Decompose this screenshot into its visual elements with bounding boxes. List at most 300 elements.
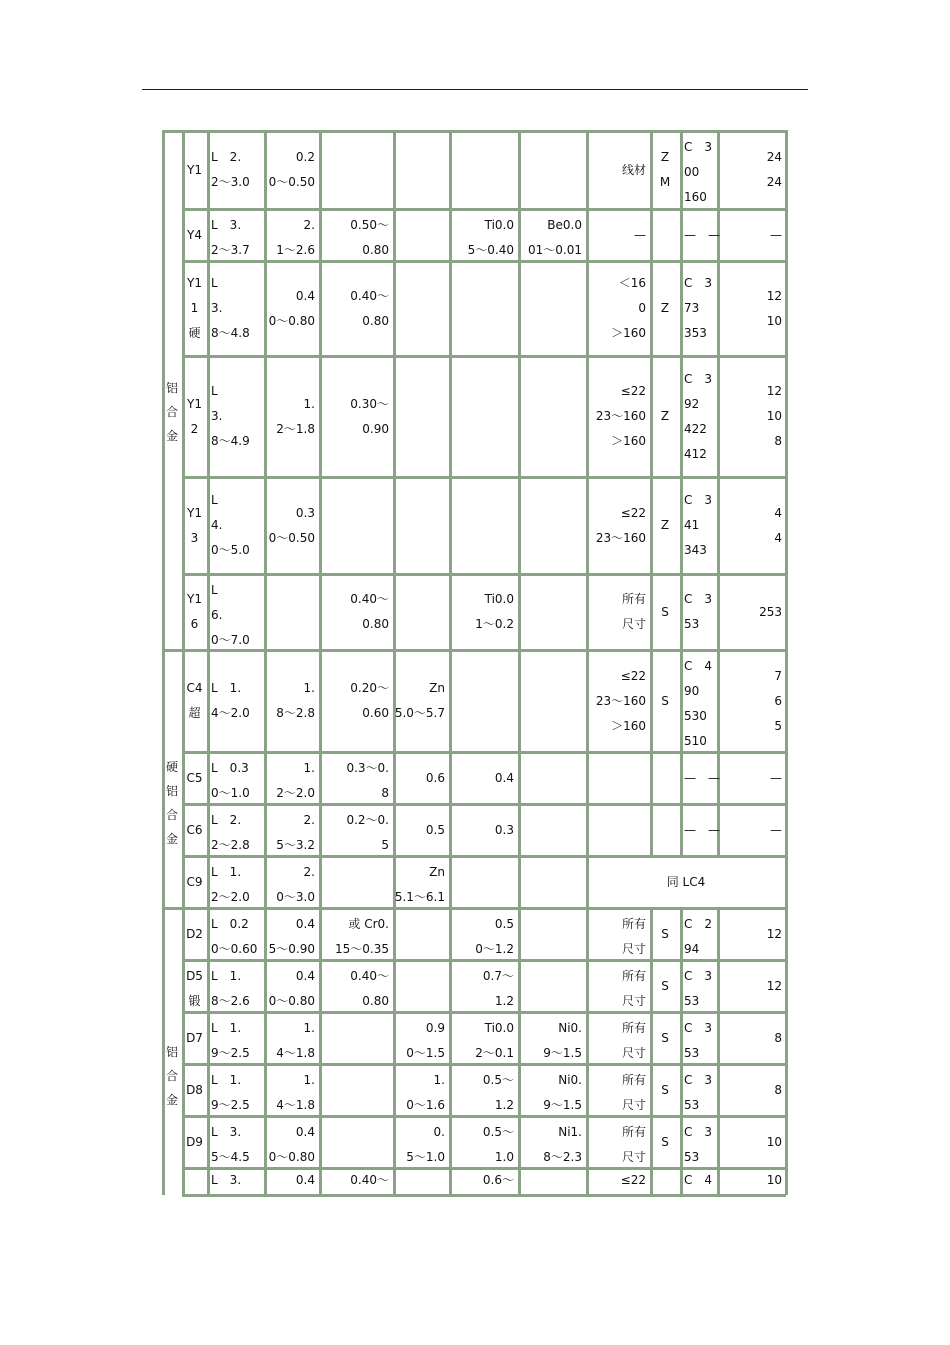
column-rule xyxy=(319,650,322,752)
cell-text-d9-c6: 1.0 xyxy=(494,1150,514,1164)
cell-text-d7-c3: 4～1.8 xyxy=(276,1046,315,1060)
cell-text-y12-c4: 0.90 xyxy=(362,421,389,436)
column-rule xyxy=(264,1116,267,1168)
cell-text-c5-c4: 8 xyxy=(381,786,389,800)
cell-text-d7-c11: 8 xyxy=(774,1030,782,1045)
cell-text-c4-c10: C 4 xyxy=(684,659,713,673)
cell-text-d2-c2: 0～0.60 xyxy=(211,942,258,956)
column-rule xyxy=(393,1168,396,1195)
column-rule xyxy=(680,209,683,261)
cell-text-c9-c5: Zn xyxy=(429,865,445,879)
column-rule xyxy=(586,477,589,574)
cell-text-c4-c5: Zn xyxy=(429,681,445,695)
column-rule xyxy=(518,856,521,908)
column-rule xyxy=(449,574,452,650)
cell-text-d7-c10: 53 xyxy=(684,1046,700,1060)
cell-text-d7-c5: 0～1.5 xyxy=(406,1046,445,1060)
group-label-char: 金 xyxy=(165,1093,178,1107)
cell-text-y1-c3: 0.2 xyxy=(295,150,315,164)
cell-text-d8-c5: 0～1.6 xyxy=(406,1098,445,1112)
column-rule xyxy=(586,574,589,650)
row-rule xyxy=(182,855,786,858)
cell-text-y13-c3: 0.3 xyxy=(295,505,315,520)
row-rule xyxy=(182,959,786,962)
cell-text-d9-c3: 0.4 xyxy=(295,1125,315,1139)
cell-text-c4-c11: 5 xyxy=(774,718,782,733)
column-rule xyxy=(393,650,396,752)
column-rule xyxy=(207,261,210,356)
column-rule xyxy=(680,574,683,650)
group-label-char: 硬 xyxy=(165,760,178,774)
cell-text-d7-c6: Ti0.0 xyxy=(484,1021,514,1035)
cell-text-y16-c8: 所有 xyxy=(621,592,646,606)
cell-text-y11-c11: 12 xyxy=(766,288,782,303)
column-rule xyxy=(449,477,452,574)
column-rule xyxy=(393,804,396,856)
cell-text-d7-c2: L 1. xyxy=(211,1021,242,1035)
cell-text-d5-c9: S xyxy=(661,978,669,993)
cell-text-d5-c2: L 1. xyxy=(211,969,242,983)
column-rule xyxy=(207,131,210,209)
column-rule xyxy=(319,752,322,804)
cell-text-y13-c1: Y1 xyxy=(187,505,202,520)
cell-text-y1-c2: L 2. xyxy=(211,150,242,164)
cell-text-y12-c10: 412 xyxy=(684,446,707,461)
cell-text-y1-c11: 24 xyxy=(766,150,782,164)
cell-text-d9-c11: 10 xyxy=(766,1134,782,1149)
cell-text-c4-c1: C4 xyxy=(186,681,203,695)
cell-text-y16-c9: S xyxy=(661,604,669,619)
cell-text-d10-c4: 0.40～ xyxy=(350,1173,389,1187)
column-rule xyxy=(680,960,683,1012)
cell-text-c9-c2: 2～2.0 xyxy=(211,890,250,904)
row-rule xyxy=(182,1011,786,1014)
column-rule xyxy=(650,209,653,261)
column-rule xyxy=(717,1116,720,1168)
cell-text-c9-c1: C9 xyxy=(186,874,203,889)
column-rule xyxy=(319,209,322,261)
cell-text-y16-c2: L xyxy=(211,583,218,597)
cell-text-y11-c2: 8～4.8 xyxy=(211,326,250,340)
column-rule xyxy=(393,1064,396,1116)
cell-text-c5-c3: 1. xyxy=(303,761,315,775)
cell-text-c9-c3: 2. xyxy=(303,865,315,879)
column-rule xyxy=(207,1116,210,1168)
column-rule xyxy=(319,131,322,209)
column-rule xyxy=(586,356,589,477)
cell-text-d5-c8: 尺寸 xyxy=(621,994,646,1008)
column-rule xyxy=(586,752,589,804)
cell-text-d8-c8: 所有 xyxy=(621,1073,646,1087)
column-rule xyxy=(319,1168,322,1195)
cell-text-y12-c10: 92 xyxy=(684,396,700,411)
cell-text-c5-c10: — — xyxy=(684,770,721,785)
cell-text-y12-c11: 10 xyxy=(766,409,782,423)
column-rule xyxy=(264,356,267,477)
cell-text-y4-c10: — — xyxy=(684,227,721,242)
cell-text-d8-c2: 9～2.5 xyxy=(211,1098,250,1112)
column-rule xyxy=(650,131,653,209)
column-rule xyxy=(586,131,589,209)
column-rule xyxy=(319,1064,322,1116)
cell-text-d8-c10: 53 xyxy=(684,1098,700,1112)
column-rule xyxy=(207,1012,210,1064)
column-rule xyxy=(586,650,589,752)
table-border-right xyxy=(785,131,788,1195)
cell-text-d7-c8: 所有 xyxy=(621,1021,646,1035)
column-rule xyxy=(680,356,683,477)
cell-text-d7-c1: D7 xyxy=(186,1030,203,1045)
cell-text-y11-c10: 73 xyxy=(684,301,700,315)
column-rule xyxy=(449,650,452,752)
column-rule xyxy=(264,1012,267,1064)
cell-text-y11-c2: L xyxy=(211,276,218,290)
cell-text-y4-c3: 1～2.6 xyxy=(276,243,315,257)
cell-text-y16-c10: 53 xyxy=(684,617,700,631)
cell-text-c4-c2: 4～2.0 xyxy=(211,706,250,720)
cell-text-d9-c7: Ni1. xyxy=(558,1125,582,1139)
column-rule xyxy=(264,1168,267,1195)
column-rule xyxy=(680,1012,683,1064)
group-label-char: 金 xyxy=(165,429,178,443)
column-rule xyxy=(680,131,683,209)
cell-text-c4-c11: 7 xyxy=(774,668,782,683)
cell-text-y12-c3: 1. xyxy=(303,396,315,411)
cell-text-d7-c7: Ni0. xyxy=(558,1021,582,1035)
row-rule xyxy=(182,573,786,576)
cell-text-d9-c2: 5～4.5 xyxy=(211,1150,250,1164)
column-rule xyxy=(182,574,185,650)
cell-text-c4-c1: 超 xyxy=(188,706,201,720)
column-rule xyxy=(518,650,521,752)
column-rule xyxy=(680,804,683,856)
group-label-char: 铝 xyxy=(165,381,178,395)
column-rule xyxy=(586,209,589,261)
cell-text-y11-c1: 硬 xyxy=(188,326,201,340)
row-rule xyxy=(182,355,786,358)
column-rule xyxy=(518,960,521,1012)
column-rule xyxy=(717,131,720,209)
cell-text-y11-c1: 1 xyxy=(190,301,199,315)
cell-text-y12-c4: 0.30～ xyxy=(350,396,389,411)
column-rule xyxy=(182,356,185,477)
column-rule xyxy=(207,804,210,856)
cell-text-y11-c8: ＞160 xyxy=(611,326,646,340)
cell-text-y1-c11: 24 xyxy=(766,175,782,189)
cell-text-y13-c11: 4 xyxy=(774,505,782,520)
cell-text-c4-c11: 6 xyxy=(774,693,782,708)
cell-text-y1-c2: 2～3.0 xyxy=(211,175,250,189)
cell-text-d7-c10: C 3 xyxy=(684,1021,713,1035)
column-rule xyxy=(717,1064,720,1116)
column-rule xyxy=(393,1116,396,1168)
cell-text-d9-c10: C 3 xyxy=(684,1125,713,1139)
cell-text-c5-c2: L 0.3 xyxy=(211,761,249,775)
column-rule xyxy=(518,209,521,261)
column-rule xyxy=(182,650,185,752)
column-rule xyxy=(319,960,322,1012)
column-rule xyxy=(319,477,322,574)
cell-text-c4-c10: 90 xyxy=(684,684,700,698)
group-label-char: 铝 xyxy=(165,784,178,798)
column-rule xyxy=(518,131,521,209)
cell-text-c4-c2: L 1. xyxy=(211,681,242,695)
cell-text-y11-c8: ＜16 xyxy=(618,276,646,290)
column-rule xyxy=(393,1012,396,1064)
column-rule xyxy=(680,908,683,960)
group-label-char: 合 xyxy=(165,808,178,822)
column-rule xyxy=(586,960,589,1012)
cell-text-c5-c11: — xyxy=(770,770,782,785)
cell-text-c4-c3: 8～2.8 xyxy=(276,706,315,720)
cell-text-y4-c7: 01～0.01 xyxy=(528,243,582,257)
cell-text-y16-c6: 1～0.2 xyxy=(475,617,514,631)
column-rule xyxy=(518,1064,521,1116)
column-rule xyxy=(393,356,396,477)
column-rule xyxy=(586,1064,589,1116)
column-rule xyxy=(586,1012,589,1064)
column-rule xyxy=(717,650,720,752)
column-rule xyxy=(717,356,720,477)
cell-text-y12-c10: 422 xyxy=(684,421,707,436)
column-rule xyxy=(264,650,267,752)
cell-text-y16-c8: 尺寸 xyxy=(621,617,646,631)
cell-text-y4-c4: 0.50～ xyxy=(350,218,389,232)
column-rule xyxy=(680,1064,683,1116)
cell-text-c6-c1: C6 xyxy=(186,822,203,837)
cell-text-y11-c3: 0～0.80 xyxy=(268,313,315,328)
column-rule xyxy=(207,856,210,908)
cell-text-y13-c10: 343 xyxy=(684,543,707,557)
column-rule xyxy=(586,1116,589,1168)
column-rule xyxy=(207,752,210,804)
column-rule xyxy=(717,477,720,574)
cell-text-d8-c2: L 1. xyxy=(211,1073,242,1087)
cell-text-d2-c4: 或 Cr0. xyxy=(348,917,389,931)
column-rule xyxy=(449,908,452,960)
column-rule xyxy=(264,752,267,804)
cell-text-d5-c8: 所有 xyxy=(621,969,646,983)
cell-text-y13-c2: L xyxy=(211,493,218,507)
column-rule xyxy=(393,574,396,650)
row-rule xyxy=(182,130,786,133)
cell-text-c5-c2: 0～1.0 xyxy=(211,786,250,800)
cell-text-y12-c1: Y1 xyxy=(187,396,202,411)
cell-text-y11-c9: Z xyxy=(660,301,670,315)
cell-text-y12-c8: ≤22 xyxy=(620,384,646,398)
cell-text-c6-c10: — — xyxy=(684,822,721,837)
group-rule xyxy=(162,649,788,652)
cell-text-y11-c10: 353 xyxy=(684,326,707,340)
column-rule xyxy=(717,960,720,1012)
cell-text-d8-c7: 9～1.5 xyxy=(543,1098,582,1112)
cell-text-c4-c10: 530 xyxy=(684,709,707,723)
cell-text-d2-c10: 94 xyxy=(684,942,700,956)
column-rule xyxy=(264,856,267,908)
cell-text-y1-c10: C 3 xyxy=(684,140,713,154)
cell-text-y11-c2: 3. xyxy=(211,301,223,315)
column-rule xyxy=(393,209,396,261)
cell-text-y12-c3: 2～1.8 xyxy=(276,421,315,436)
cell-text-y16-c2: 0～7.0 xyxy=(211,633,250,647)
cell-text-c6-c5: 0.5 xyxy=(425,822,445,837)
column-rule xyxy=(449,804,452,856)
column-rule xyxy=(650,1168,653,1195)
column-rule xyxy=(586,261,589,356)
cell-text-c9-c2: L 1. xyxy=(211,865,242,879)
column-rule xyxy=(393,908,396,960)
column-rule xyxy=(264,261,267,356)
cell-text-d5-c1: 锻 xyxy=(188,994,201,1008)
cell-text-d10-c10: C 4 xyxy=(684,1173,713,1187)
column-rule xyxy=(518,477,521,574)
cell-text-d8-c5: 1. xyxy=(433,1073,445,1087)
cell-text-d10-c6: 0.6～ xyxy=(482,1173,514,1187)
cell-text-d7-c7: 9～1.5 xyxy=(543,1046,582,1060)
column-rule xyxy=(207,1064,210,1116)
cell-text-d7-c8: 尺寸 xyxy=(621,1046,646,1060)
column-rule xyxy=(264,804,267,856)
column-rule xyxy=(518,1168,521,1195)
column-rule xyxy=(449,1116,452,1168)
column-rule xyxy=(449,1012,452,1064)
cell-text-c4-c5: 5.0～5.7 xyxy=(394,706,445,720)
cell-text-d7-c5: 0.9 xyxy=(425,1021,445,1035)
cell-text-y16-c10: C 3 xyxy=(684,592,713,606)
row-rule xyxy=(182,260,786,263)
column-rule xyxy=(449,131,452,209)
cell-text-d5-c2: 8～2.6 xyxy=(211,994,250,1008)
cell-text-y12-c8: 23～160 xyxy=(595,409,646,423)
column-rule xyxy=(207,477,210,574)
column-rule xyxy=(393,261,396,356)
column-rule xyxy=(449,856,452,908)
cell-text-c6-c3: 5～3.2 xyxy=(276,838,315,852)
cell-text-y12-c9: Z xyxy=(660,409,670,423)
cell-text-d5-c11: 12 xyxy=(766,978,782,993)
column-rule xyxy=(717,1012,720,1064)
cell-text-d9-c1: D9 xyxy=(186,1134,203,1149)
merged-cell-text: 同 LC4 xyxy=(666,875,706,889)
column-rule xyxy=(518,908,521,960)
cell-text-y13-c2: 4. xyxy=(211,518,223,532)
column-rule xyxy=(717,1168,720,1195)
cell-text-y16-c4: 0.80 xyxy=(362,617,389,631)
cell-text-y4-c2: L 3. xyxy=(211,218,242,232)
cell-text-c6-c11: — xyxy=(770,822,782,837)
cell-text-y1-c9: Z xyxy=(660,150,670,164)
cell-text-y16-c11: 253 xyxy=(759,604,782,619)
cell-text-d9-c7: 8～2.3 xyxy=(543,1150,582,1164)
cell-text-c4-c4: 0.20～ xyxy=(350,681,389,695)
column-rule xyxy=(518,574,521,650)
cell-text-d9-c8: 所有 xyxy=(621,1125,646,1139)
column-rule xyxy=(717,574,720,650)
cell-text-d7-c3: 1. xyxy=(303,1021,315,1035)
cell-text-d2-c8: 尺寸 xyxy=(621,942,646,956)
column-rule xyxy=(449,356,452,477)
cell-text-y13-c11: 4 xyxy=(774,530,782,545)
column-rule xyxy=(319,1116,322,1168)
cell-text-d2-c10: C 2 xyxy=(684,917,713,931)
cell-text-y12-c2: 8～4.9 xyxy=(211,434,250,448)
cell-text-y12-c11: 12 xyxy=(766,384,782,398)
group-label-g1 xyxy=(164,376,180,448)
cell-text-d9-c6: 0.5～ xyxy=(482,1125,514,1139)
column-rule xyxy=(319,856,322,908)
column-rule xyxy=(680,752,683,804)
cell-text-d2-c3: 5～0.90 xyxy=(268,942,315,956)
cell-text-d9-c9: S xyxy=(661,1134,669,1149)
cell-text-c6-c4: 5 xyxy=(381,838,389,852)
column-rule xyxy=(449,960,452,1012)
cell-text-c4-c8: ＞160 xyxy=(611,718,646,733)
column-rule xyxy=(207,574,210,650)
cell-text-y1-c10: 00 xyxy=(684,165,700,179)
cell-text-c6-c3: 2. xyxy=(303,813,315,827)
cell-text-y4-c4: 0.80 xyxy=(362,243,389,257)
cell-text-y11-c10: C 3 xyxy=(684,276,713,290)
cell-text-d5-c1: D5 xyxy=(186,969,203,983)
cell-text-d8-c3: 4～1.8 xyxy=(276,1098,315,1112)
cell-text-y4-c2: 2～3.7 xyxy=(211,243,250,257)
row-rule xyxy=(182,1167,786,1170)
column-rule xyxy=(449,209,452,261)
cell-text-c6-c4: 0.2～0. xyxy=(346,813,389,827)
cell-text-d5-c4: 0.40～ xyxy=(350,969,389,983)
cell-text-y12-c2: L xyxy=(211,384,218,398)
column-rule xyxy=(680,1168,683,1195)
cell-text-y12-c8: ＞160 xyxy=(611,434,646,448)
cell-text-d9-c2: L 3. xyxy=(211,1125,242,1139)
column-rule xyxy=(518,1116,521,1168)
cell-text-d10-c3: 0.4 xyxy=(295,1173,315,1187)
cell-text-d8-c6: 0.5～ xyxy=(482,1073,514,1087)
cell-text-y11-c3: 0.4 xyxy=(295,288,315,303)
row-rule xyxy=(182,1063,786,1066)
cell-text-d5-c10: 53 xyxy=(684,994,700,1008)
group-label-char: 合 xyxy=(165,405,178,419)
column-rule xyxy=(393,960,396,1012)
cell-text-c9-c5: 5.1～6.1 xyxy=(394,890,445,904)
cell-text-d9-c5: 0. xyxy=(433,1125,445,1139)
column-rule xyxy=(319,804,322,856)
column-rule xyxy=(680,477,683,574)
cell-text-d5-c6: 0.7～ xyxy=(482,969,514,983)
column-rule xyxy=(182,477,185,574)
cell-text-y13-c3: 0～0.50 xyxy=(268,530,315,545)
cell-text-c5-c3: 2～2.0 xyxy=(276,786,315,800)
cell-text-d5-c6: 1.2 xyxy=(494,994,514,1008)
column-rule xyxy=(586,804,589,856)
group-label-char: 铝 xyxy=(165,1045,178,1059)
column-rule xyxy=(586,908,589,960)
cell-text-d8-c7: Ni0. xyxy=(558,1073,582,1087)
cell-text-c6-c2: L 2. xyxy=(211,813,242,827)
group-label-char: 金 xyxy=(165,832,178,846)
cell-text-y16-c6: Ti0.0 xyxy=(484,592,514,606)
column-rule xyxy=(393,131,396,209)
column-rule xyxy=(207,356,210,477)
cell-text-c4-c8: ≤22 xyxy=(620,668,646,683)
cell-text-y1-c8: 线材 xyxy=(621,162,646,177)
column-rule xyxy=(207,1168,210,1195)
cell-text-y1-c3: 0～0.50 xyxy=(268,175,315,189)
cell-text-c6-c6: 0.3 xyxy=(494,822,514,837)
cell-text-y16-c1: 6 xyxy=(190,617,199,631)
cell-text-c6-c2: 2～2.8 xyxy=(211,838,250,852)
cell-text-y4-c11: — xyxy=(770,227,782,242)
